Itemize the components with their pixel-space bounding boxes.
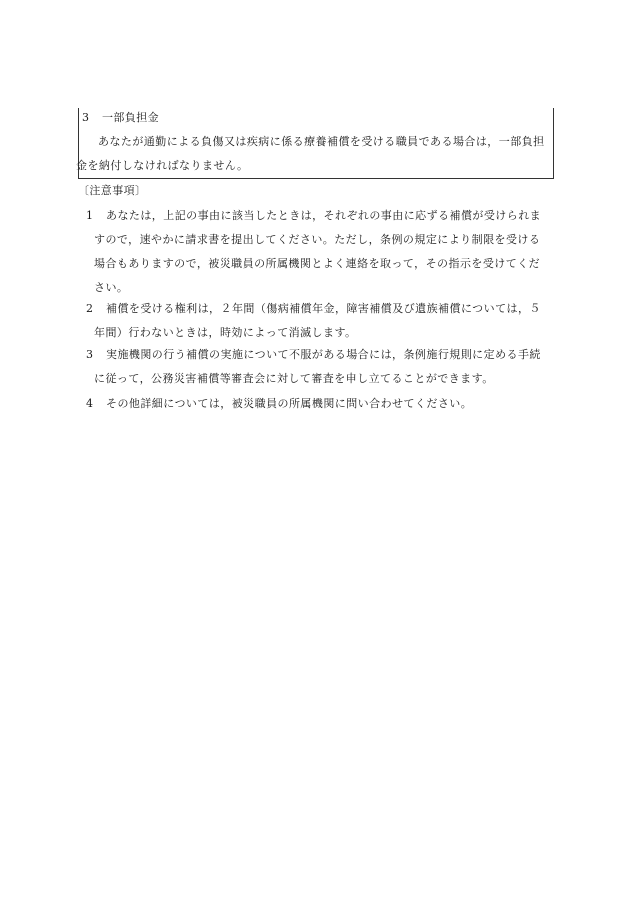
box-heading: [82, 111, 159, 125]
box-body-line-1: あなたが通勤による負傷又は疾病に係る療養補償を受ける職員である場合は，一部負担: [98, 135, 545, 148]
note-item-4: [86, 392, 556, 416]
notes-title: 〔注意事項〕: [78, 184, 147, 197]
box-body-text: [76, 130, 549, 178]
note-line: 実施機関の行う補償の実施について不服がある場合には，条例施行規則に定める手続: [106, 348, 541, 361]
note-line: 場合もありますので，被災職員の所属機関とよく連絡を取って，その指示を受けてくだ: [94, 257, 541, 270]
note-line: その他詳細については，被災職員の所属機関に問い合わせてください。: [106, 397, 473, 410]
note-line: さい。: [94, 281, 129, 294]
note-line: すので，速やかに請求書を提出してください。ただし，条例の規定により制限を受ける: [94, 233, 541, 246]
partial-charge-box: [78, 108, 554, 179]
box-body-line-2: 金を納付しなければなりません。: [76, 159, 249, 172]
note-item-1: [86, 204, 556, 300]
note-line: に従って，公務災害補償等審査会に対して審査を申し立てることができます。: [94, 372, 494, 385]
note-number: 4: [86, 397, 94, 410]
note-number: 1: [86, 209, 94, 222]
box-heading-text: 一部負担金: [102, 111, 159, 124]
note-number: 3: [86, 348, 94, 361]
note-number: 2: [86, 302, 94, 315]
note-item-3: [86, 343, 556, 391]
note-line: 年間）行わないときは，時効によって消滅します。: [94, 326, 357, 339]
note-line: 補償を受ける権利は，２年間（傷病補償年金，障害補償及び遺族補償については，５: [106, 302, 541, 315]
note-line: あなたは，上記の事由に該当したときは，それぞれの事由に応ずる補償が受けられま: [106, 209, 542, 222]
box-heading-number: 3: [82, 111, 90, 124]
note-item-2: [86, 297, 556, 345]
